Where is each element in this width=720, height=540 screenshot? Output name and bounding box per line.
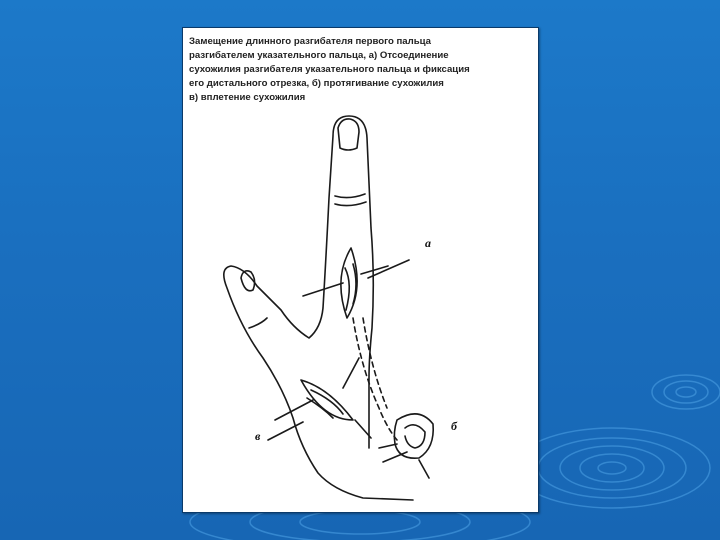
label-a: а — [425, 236, 431, 250]
tendon-path — [353, 318, 397, 440]
index-nail — [338, 119, 359, 150]
caption-line-3: сухожилия разгибателя указательного пальца и фиксация — [189, 64, 470, 75]
label-b: б — [451, 419, 457, 433]
incision-b — [394, 414, 433, 458]
finger-creases — [249, 194, 366, 328]
slide-card — [182, 27, 539, 513]
retractor-b — [379, 444, 429, 478]
caption-line-5: в) вплетение сухожилия — [189, 92, 306, 103]
caption-line-4: его дистального отрезка, б) протягивание сухожилия — [189, 78, 444, 89]
caption-line-2: разгибателем указательного пальца, а) Отсоединение — [189, 50, 449, 61]
retractor-v — [268, 358, 371, 440]
hand-outline — [224, 116, 413, 500]
caption-line-1: Замещение длинного разгибателя первого пальца — [189, 36, 431, 47]
label-v: в — [255, 429, 261, 443]
surgical-hand-illustration — [183, 28, 538, 512]
